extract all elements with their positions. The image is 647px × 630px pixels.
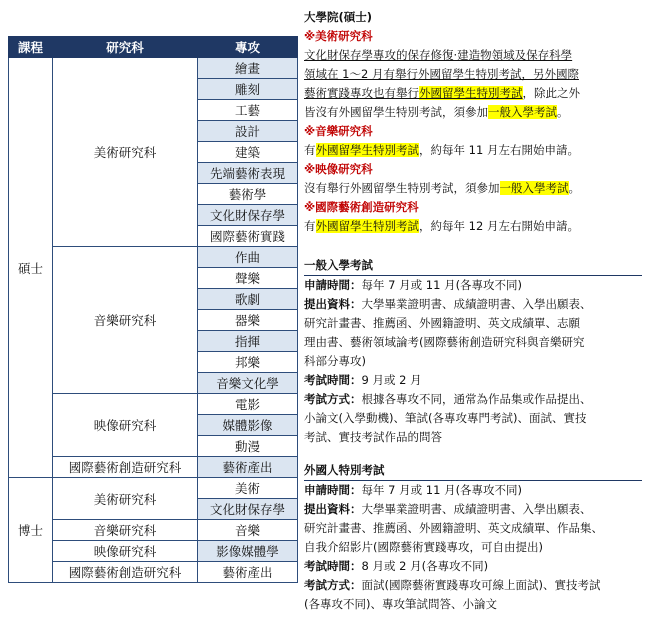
general-docs-line: 研究計畫書、推薦函、外國籍證明、英文成績單、志願 [304, 316, 580, 330]
general-docs: 提出資料：大學畢業證明書、成績證明書、入學出願表、 [304, 297, 592, 311]
highlight: 外國留學生特別考試 [315, 143, 419, 157]
institute-cell: 美術研究科 [53, 58, 198, 247]
general-method: 考試方式：根據各專攻不同，通常為作品集或作品提出、 [304, 392, 592, 406]
note-music-line: 有外國留學生特別考試，約每年 11 月左右開始申請。 [304, 143, 579, 157]
major-cell: 電影 [198, 394, 298, 415]
major-cell: 文化財保存學 [198, 499, 298, 520]
note-art-heading: ※美術研究科 [304, 29, 373, 43]
major-cell: 聲樂 [198, 268, 298, 289]
table-row [9, 394, 298, 415]
major-cell: 歌劇 [198, 289, 298, 310]
major-cell: 美術 [198, 478, 298, 499]
major-cell: 繪畫 [198, 58, 298, 79]
institute-cell: 音樂研究科 [53, 247, 198, 394]
highlight: 外國留學生特別考試 [315, 219, 419, 233]
foreign-apply: 申請時間：每年 7 月或 11 月(各專攻不同) [304, 483, 523, 497]
major-cell: 音樂文化學 [198, 373, 298, 394]
general-docs-line: 理由書、藝術領域論考(國際藝術創造研究科與音樂研究 [304, 335, 585, 349]
major-cell: 文化財保存學 [198, 205, 298, 226]
institute-cell: 音樂研究科 [53, 520, 198, 541]
general-time: 考試時間：9 月或 2 月 [304, 373, 422, 387]
note-art-line: 皆沒有外國留學生特別考試，須參加一般入學考試。 [304, 105, 569, 119]
header-institute: 研究科 [53, 37, 198, 58]
general-method-line: 考試、實技考試作品的問答 [304, 430, 442, 444]
table-row [9, 562, 298, 583]
major-cell: 藝術學 [198, 184, 298, 205]
highlight: 外國留學生特別考試 [419, 86, 523, 100]
foreign-exam-title: 外國人特別考試 [304, 461, 642, 481]
institute-cell: 國際藝術創造研究科 [53, 562, 198, 583]
note-gaca-heading: ※國際藝術創造研究科 [304, 200, 419, 214]
major-cell: 器樂 [198, 310, 298, 331]
foreign-method: 考試方式：面試(國際藝術實踐專攻可線上面試)、實技考試 [304, 578, 601, 592]
highlight: 一般入學考試 [488, 105, 557, 119]
notes-panel [304, 8, 642, 614]
institute-cell: 美術研究科 [53, 478, 198, 520]
major-cell: 指揮 [198, 331, 298, 352]
table-row [9, 541, 298, 562]
major-cell: 藝術產出 [198, 562, 298, 583]
major-cell: 設計 [198, 121, 298, 142]
institute-cell: 映像研究科 [53, 541, 198, 562]
institute-cell: 映像研究科 [53, 394, 198, 457]
major-cell: 國際藝術實踐 [198, 226, 298, 247]
major-cell: 媒體影像 [198, 415, 298, 436]
major-cell: 先端藝術表現 [198, 163, 298, 184]
major-cell: 工藝 [198, 100, 298, 121]
program-table [8, 36, 298, 583]
highlight: 一般入學考試 [499, 181, 569, 195]
major-cell: 動漫 [198, 436, 298, 457]
notes-title: 大學院(碩士) [304, 10, 373, 24]
major-cell: 雕刻 [198, 79, 298, 100]
table-row [9, 457, 298, 478]
note-music-heading: ※音樂研究科 [304, 124, 373, 138]
major-cell: 藝術產出 [198, 457, 298, 478]
major-cell: 音樂 [198, 520, 298, 541]
general-method-line: 小論文(入學動機)、筆試(各專攻專門考試)、面試、實技 [304, 411, 587, 425]
major-cell: 作曲 [198, 247, 298, 268]
note-art-line: 藝術實踐專攻也有舉行外國留學生特別考試，除此之外 [304, 86, 580, 100]
foreign-docs-line: 研究計畫書、推薦函、外國籍證明、英文成績單、作品集、 [304, 521, 603, 535]
major-cell: 建築 [198, 142, 298, 163]
institute-cell: 國際藝術創造研究科 [53, 457, 198, 478]
table-row [9, 58, 298, 79]
note-gaca-line: 有外國留學生特別考試，約每年 12 月左右開始申請。 [304, 219, 579, 233]
general-apply: 申請時間：每年 7 月或 11 月(各專攻不同) [304, 278, 523, 292]
table-row [9, 478, 298, 499]
table-row [9, 520, 298, 541]
note-art-line: 領域在 1～2 月有舉行外國留學生特別考試，另外國際 [304, 67, 579, 81]
foreign-docs: 提出資料：大學畢業證明書、成績證明書、入學出願表、 [304, 502, 592, 516]
major-cell: 邦樂 [198, 352, 298, 373]
major-cell: 影像媒體學 [198, 541, 298, 562]
level-master: 碩士 [9, 58, 53, 478]
note-film-heading: ※映像研究科 [304, 162, 373, 176]
foreign-time: 考試時間：8 月或 2 月(各專攻不同) [304, 559, 489, 573]
foreign-docs-line: 自我介紹影片(國際藝術實踐專攻，可自由提出) [304, 540, 543, 554]
foreign-method-line: (各專攻不同)、專攻筆試問答、小論文 [304, 597, 497, 611]
level-doctor: 博士 [9, 478, 53, 583]
note-film-line: 沒有舉行外國留學生特別考試，須參加一般入學考試。 [304, 181, 580, 195]
header-course: 課程 [9, 37, 53, 58]
general-docs-line: 科部分專攻) [304, 354, 366, 368]
note-art-line: 文化財保存學專攻的保存修復‧建造物領域及保存科學 [304, 48, 573, 62]
header-major: 專攻 [198, 37, 298, 58]
general-exam-title: 一般入學考試 [304, 256, 642, 276]
table-row [9, 247, 298, 268]
table-header-row [9, 37, 298, 58]
